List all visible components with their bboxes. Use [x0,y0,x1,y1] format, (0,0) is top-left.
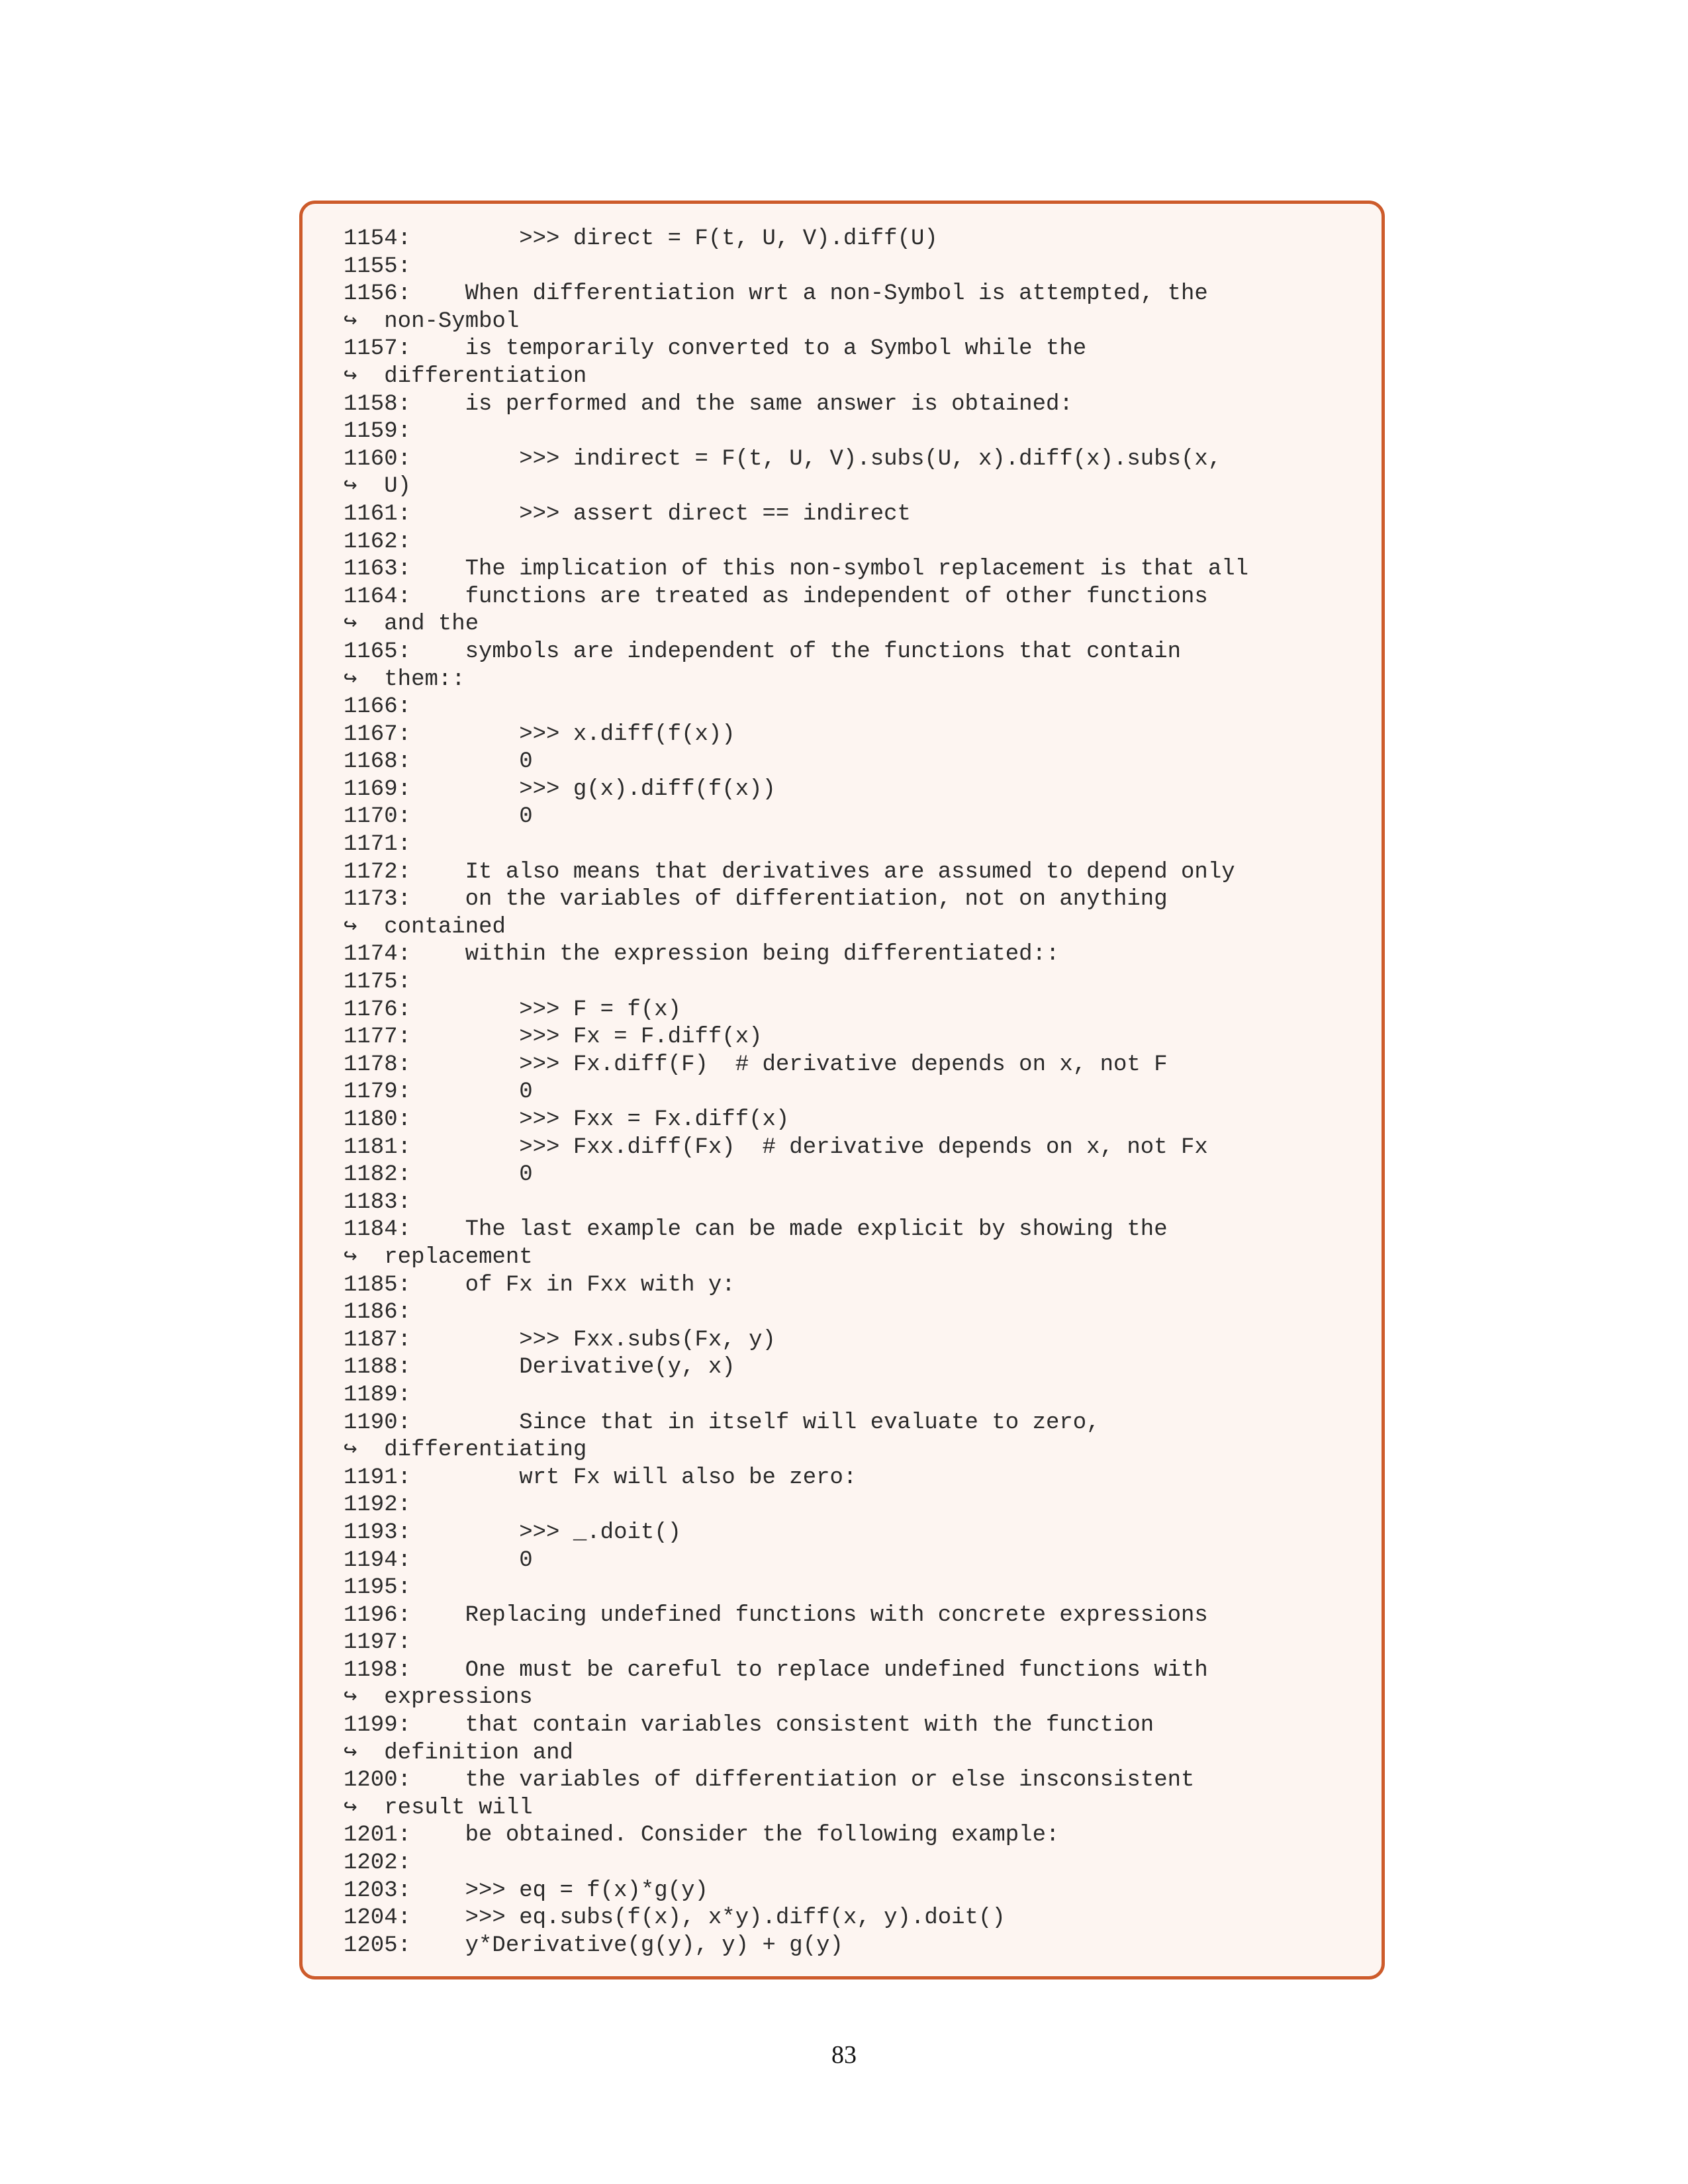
code-line: 1180: >>> Fxx = Fx.diff(x) [344,1107,790,1132]
code-line-continuation: ↪ differentiating [344,1437,587,1463]
code-line: 1182: 0 [344,1162,533,1188]
code-line: 1203: >>> eq = f(x)*g(y) [344,1878,708,1903]
code-line: 1175: [344,970,412,995]
code-line: 1164: functions are treated as independent of other functions [344,584,1208,610]
code-line: 1158: is performed and the same answer is obtained: [344,391,1073,417]
code-line: 1191: wrt Fx will also be zero: [344,1465,857,1490]
code-line-continuation: ↪ and the [344,612,479,637]
code-line: 1184: The last example can be made explicit by showing the [344,1217,1168,1243]
code-line: 1160: >>> indirect = F(t, U, V).subs(U, x).diff(x).subs(x, [344,446,1222,472]
code-line-continuation: ↪ non-Symbol [344,308,520,334]
code-line: 1193: >>> _.doit() [344,1520,682,1545]
code-line: 1197: [344,1630,412,1656]
code-line: 1187: >>> Fxx.subs(Fx, y) [344,1327,776,1353]
code-line-continuation: ↪ U) [344,474,412,500]
code-line: 1176: >>> F = f(x) [344,997,682,1023]
code-line: 1192: [344,1492,412,1518]
code-line: 1202: [344,1850,412,1876]
code-line: 1161: >>> assert direct == indirect [344,501,911,527]
code-line-continuation: ↪ result will [344,1795,533,1821]
code-line: 1200: the variables of differentiation or else insconsistent [344,1768,1195,1794]
code-line: 1166: [344,694,412,720]
code-line: 1201: be obtained. Consider the following example: [344,1823,1060,1848]
code-line: 1196: Replacing undefined functions with concrete expressions [344,1602,1208,1628]
code-listing-box [299,201,1385,1979]
code-line: 1183: [344,1189,412,1215]
code-line: 1165: symbols are independent of the functions that contain [344,639,1182,664]
code-line: 1179: 0 [344,1079,533,1105]
code-line: 1195: [344,1575,412,1601]
code-line: 1199: that contain variables consistent with the function [344,1713,1154,1739]
code-line: 1157: is temporarily converted to a Symbol while the [344,336,1087,362]
code-line-continuation: ↪ differentiation [344,363,587,389]
code-line: 1173: on the variables of differentiation, not on anything [344,887,1168,913]
code-line-continuation: ↪ contained [344,914,506,940]
code-line: 1172: It also means that derivatives are assumed to depend only [344,859,1235,885]
code-line: 1181: >>> Fxx.diff(Fx) # derivative depends on x, not Fx [344,1134,1208,1160]
code-line: 1178: >>> Fx.diff(F) # derivative depends on x, not F [344,1052,1168,1077]
code-line: 1159: [344,419,412,445]
code-line: 1188: Derivative(y, x) [344,1355,735,1381]
code-line: 1155: [344,253,412,279]
code-line: 1167: >>> x.diff(f(x)) [344,721,735,747]
code-line: 1154: >>> direct = F(t, U, V).diff(U) [344,226,938,251]
code-line: 1198: One must be careful to replace undefined functions with [344,1657,1208,1683]
code-listing [344,226,1248,1960]
code-line: 1170: 0 [344,804,533,830]
code-line: 1169: >>> g(x).diff(f(x)) [344,776,776,802]
code-line: 1162: [344,529,412,555]
code-line: 1204: >>> eq.subs(f(x), x*y).diff(x, y).doit() [344,1905,1006,1931]
code-line: 1194: 0 [344,1547,533,1573]
code-line: 1174: within the expression being differentiated:: [344,942,1060,968]
code-line-continuation: ↪ definition and [344,1740,573,1766]
code-line-continuation: ↪ expressions [344,1685,533,1711]
code-line: 1177: >>> Fx = F.diff(x) [344,1024,763,1050]
code-line: 1156: When differentiation wrt a non-Symbol is attempted, the [344,281,1208,307]
code-line-continuation: ↪ replacement [344,1244,533,1270]
code-line: 1163: The implication of this non-symbol replacement is that all [344,557,1249,582]
code-line: 1205: y*Derivative(g(y), y) + g(y) [344,1933,843,1958]
code-line: 1168: 0 [344,749,533,775]
page-number: 83 [831,2041,857,2069]
code-line: 1186: [344,1300,412,1326]
code-line: 1189: [344,1382,412,1408]
code-line: 1190: Since that in itself will evaluate to zero, [344,1410,1100,1435]
code-line: 1171: [344,832,412,858]
code-line: 1185: of Fx in Fxx with y: [344,1272,735,1298]
code-line-continuation: ↪ them:: [344,666,465,692]
